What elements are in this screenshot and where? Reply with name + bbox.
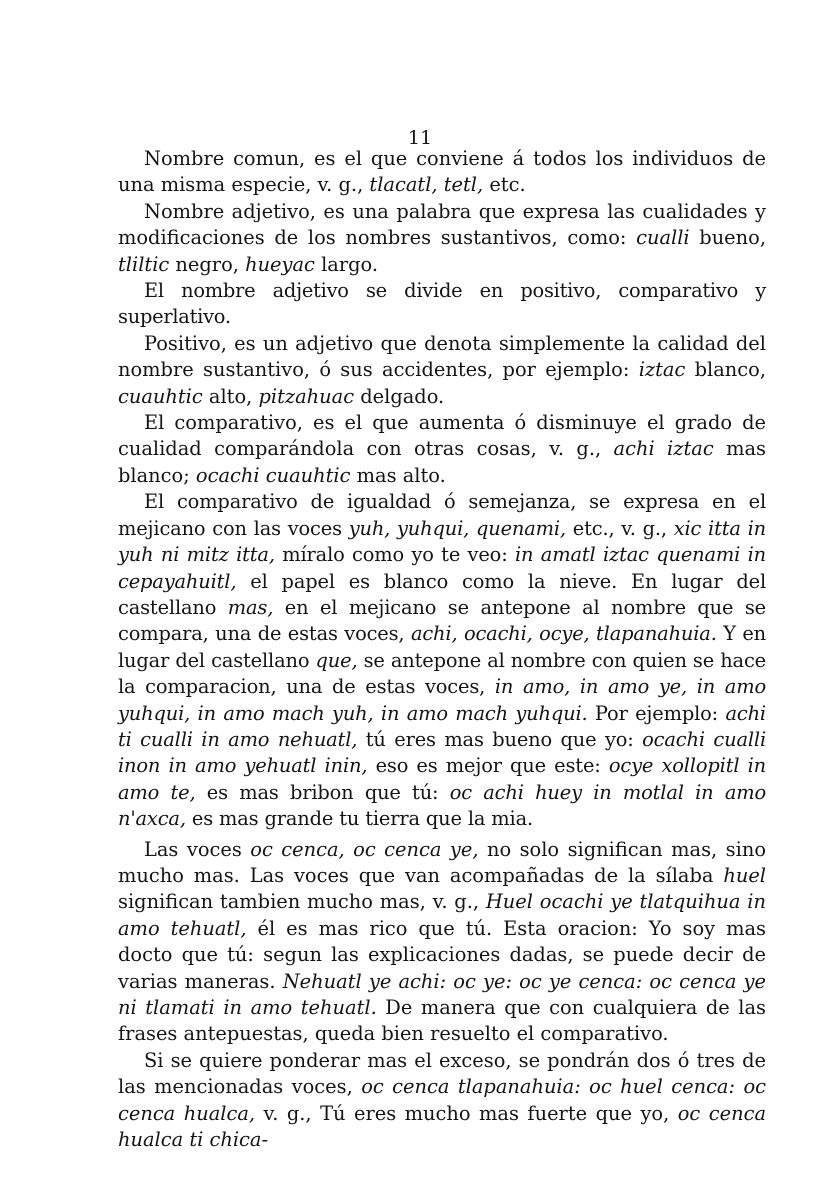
- nahuatl-term: oc achi huey in motlal in amo n'axca,: [118, 780, 766, 831]
- nahuatl-term: ocachi cualli inon in amo yehuatl inin,: [118, 727, 767, 778]
- text-run: alto,: [202, 384, 259, 408]
- text-run: Por ejemplo:: [587, 701, 726, 725]
- nahuatl-term: oc cenca, oc cenca ye,: [250, 837, 479, 861]
- paragraph-comparativo-igualdad: [118, 489, 766, 832]
- paragraph-positivo: [118, 331, 766, 410]
- paragraph-comparativo: [118, 410, 766, 489]
- text-run: en el mejicano se antepone al nombre que se compara, una de estas voces,: [118, 595, 766, 646]
- nahuatl-term: in amatl iztac quenami in cepayahuitl,: [118, 543, 766, 593]
- nahuatl-term: tlacatl, tetl,: [369, 173, 484, 197]
- nahuatl-term: Huel ocachi ye tlatquihua in amo tehuatl,: [118, 890, 766, 940]
- paragraph-ponderar-exceso: [118, 1048, 766, 1154]
- nahuatl-term: oc cenca tlapanahuia: oc huel cenca: oc cenca hualca,: [118, 1075, 767, 1125]
- nahuatl-term: mas,: [227, 595, 274, 619]
- text-run: Las voces: [144, 837, 251, 861]
- nahuatl-term: pitzahuac: [258, 384, 355, 408]
- text-run: Y en lugar del castellano: [118, 622, 767, 672]
- nahuatl-term: achi, ocachi, ocye, tlapanahuia.: [410, 622, 717, 646]
- nahuatl-term: cualli: [636, 226, 690, 250]
- text-run: largo.: [314, 252, 379, 276]
- nahuatl-term: que,: [315, 648, 358, 672]
- text-run: El comparativo, es el que aumenta ó disminuye el grado de cualidad comparándola con otras cosas, v. g.,: [118, 411, 766, 461]
- text-run: v. g., Tú eres mucho mas fuerte que yo,: [255, 1101, 678, 1125]
- text-run: el papel es blanco como la nieve. En lugar del castellano: [118, 569, 766, 619]
- page-number: 11: [407, 127, 433, 149]
- paragraph-nombre-comun: [118, 146, 766, 199]
- body-text: [118, 146, 766, 1153]
- text-run: Nombre comun, es el que conviene á todos los individuos de una misma especie, v. g.,: [118, 147, 766, 197]
- text-run: es mas grande tu tierra que la mia.: [185, 807, 534, 831]
- nahuatl-term: in amo, in amo ye, in amo yuhqui, in amo mach yuh, in amo mach yuhqui.: [118, 675, 766, 725]
- text-run: bueno,: [689, 226, 766, 250]
- nahuatl-term: hueyac: [245, 252, 315, 276]
- nahuatl-term: achi iztac: [613, 437, 714, 461]
- text-run: etc., v. g.,: [565, 516, 674, 540]
- paragraph-oc-cenca: [118, 837, 766, 1048]
- text-run: mas alto.: [350, 463, 446, 487]
- text-run: Nombre adjetivo, es una palabra que expresa las cualidades y modificaciones de los nombres sustantivos, como:: [118, 199, 766, 250]
- nahuatl-term: yuh, yuhqui, quenami,: [348, 516, 566, 540]
- text-run: El nombre adjetivo se divide en positivo, comparativo y superlativo.: [118, 279, 766, 329]
- text-run: tú eres mas bueno que yo:: [357, 727, 643, 751]
- nahuatl-term: oc cenca hualca ti chica-: [118, 1101, 766, 1152]
- nahuatl-term: Nehuatl ye achi: oc ye: oc ye cenca: oc cenca ye ni tlamati in amo tehuatl.: [118, 969, 766, 1019]
- nahuatl-term: ocachi cuauhtic: [195, 463, 351, 487]
- text-run: él es mas rico que tú. Esta oracion: Yo soy mas docto que tú: segun las explicaciones dadas, se puede decir de varias maneras.: [118, 916, 767, 993]
- nahuatl-term: huel: [723, 863, 766, 887]
- text-run: se antepone al nombre con quien se hace la comparacion, una de estas voces,: [118, 648, 766, 699]
- nahuatl-term: xic itta in yuh ni mitz itta,: [118, 516, 767, 567]
- nahuatl-term: ocye xollopitl in amo te,: [118, 754, 766, 804]
- nahuatl-term: achi ti cualli in amo nehuatl,: [118, 701, 766, 751]
- text-run: blanco,: [685, 358, 766, 382]
- text-run: negro,: [169, 252, 246, 276]
- paragraph-division-adjetivo: [118, 278, 766, 331]
- text-run: delgado.: [354, 384, 445, 408]
- nahuatl-term: iztac: [638, 358, 686, 382]
- text-run: no solo significan mas, sino mucho mas. Las voces que van acompañadas de la sílaba: [118, 837, 766, 887]
- text-run: eso es mejor que este:: [367, 754, 609, 778]
- text-run: De manera que con cualquiera de las frases antepuestas, queda bien resuelto el comparativo.: [118, 996, 766, 1046]
- nahuatl-term: tliltic: [118, 252, 170, 276]
- text-run: El comparativo de igualdad ó semejanza, se expresa en el mejicano con las voces: [118, 490, 766, 540]
- text-run: es mas bribon que tú:: [195, 780, 450, 804]
- nahuatl-term: cuauhtic: [118, 384, 203, 408]
- text-run: Si se quiere ponderar mas el exceso, se pondrán dos ó tres de las mencionadas voces,: [118, 1048, 766, 1099]
- paragraph-nombre-adjetivo: [118, 199, 766, 278]
- text-run: mas blanco;: [118, 437, 766, 487]
- text-run: Positivo, es un adjetivo que denota simplemente la calidad del nombre sustantivo, ó sus accidentes, por ejemplo:: [118, 331, 766, 382]
- text-run: significan tambien mucho mas, v. g.,: [118, 890, 486, 914]
- text-run: etc.: [483, 173, 526, 197]
- text-run: míralo como yo te veo:: [274, 543, 515, 567]
